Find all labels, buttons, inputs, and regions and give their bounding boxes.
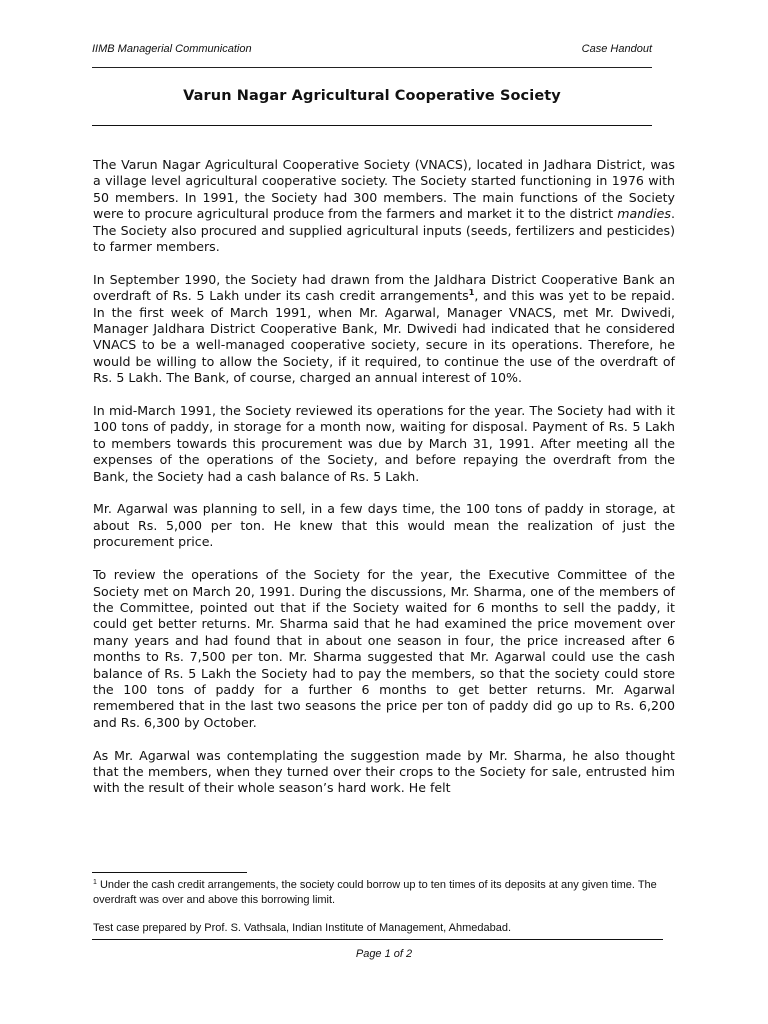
case-title: Varun Nagar Agricultural Cooperative Society (183, 88, 561, 104)
page-header (92, 43, 652, 68)
paragraph-intro-text-2: . The Society also procured and supplied agricultural inputs (seeds, fertilizers and pesticides) to farmer members. (93, 206, 675, 255)
footnote-marker: 1 (93, 879, 97, 886)
paragraph-contemplation: As Mr. Agarwal was contemplating the suggestion made by Mr. Sharma, he also thought that the members, when they turned over their crops to the Society for sale, entrusted him with the result of their whole season’s hard work. He felt (93, 747, 675, 796)
footnote-divider (92, 872, 247, 873)
footer-divider (92, 939, 663, 940)
paragraph-sale-plan: Mr. Agarwal was planning to sell, in a few days time, the 100 tons of paddy in storage, at about Rs. 5,000 per ton. He knew that this would mean the realization of just the procurement price. (93, 501, 675, 550)
header-document-type: Case Handout (581, 43, 652, 55)
case-body (93, 157, 675, 797)
paragraph-review: In mid-March 1991, the Society reviewed its operations for the year. The Society had with it 100 tons of paddy, in storage for a month now, waiting for disposal. Payment of Rs. 5 Lakh to members towards this procurement was due by March 31, 1991. After meeting all the expenses of the operations of the Society, and before repaying the overdraft from the Bank, the Society had a cash balance of Rs. 5 Lakh. (93, 403, 675, 484)
footnote-reference: 1 (468, 288, 475, 298)
header-course-name: IIMB Managerial Communication (92, 43, 252, 55)
page-number: Page 1 of 2 (355, 948, 413, 960)
paragraph-overdraft-text-1: In September 1990, the Society had drawn from the Jaldhara District Cooperative Bank an overdraft of Rs. 5 Lakh under its cash credit arrangements (93, 271, 675, 304)
paragraph-overdraft-text-2: , and this was yet to be repaid. In the first week of March 1991, when Mr. Agarwal, Manager VNACS, met Mr. Dwivedi, Manager Jaldhara District Cooperative Bank, Mr. Dwivedi had indicated that he considered VNACS to be a well-managed cooperative society, secure in its operations. Therefore, he would be willing to allow the Society, if it required, to continue the use of the overdraft of Rs. 5 Lakh. The Bank, of course, charged an annual interest of 10%. (93, 288, 675, 386)
paragraph-committee-meeting: To review the operations of the Society for the year, the Executive Committee of the Society met on March 20, 1991. During the discussions, Mr. Sharma, one of the members of the Committee, pointed out that if the Society waited for 6 months to sell the paddy, it could get better returns. Mr. Sharma said that he had examined the price movement over many years and had found that in about one season in four, the price increased after 6 months to Rs. 7,500 per ton. Mr. Sharma suggested that Mr. Agarwal could use the cash balance of Rs. 5 Lakh the Society had to pay the members, so that the society could store the 100 tons of paddy for a further 6 months to get better returns. Mr. Agarwal remembered that in the last two seasons the price per ton of paddy did go up to Rs. 6,200 and Rs. 6,300 by October. (93, 567, 675, 730)
paragraph-intro-text-1: The Varun Nagar Agricultural Cooperative Society (VNACS), located in Jadhara District, was a village level agricultural cooperative society. The Society started functioning in 1976 with 50 members. In 1991, the Society had 300 members. The main functions of the Society were to procure agricultural produce from the farmers and market it to the district (93, 157, 675, 222)
footnote (93, 878, 668, 907)
title-divider (92, 125, 652, 126)
case-credit: Test case prepared by Prof. S. Vathsala, Indian Institute of Management, Ahmedabad. (93, 922, 512, 934)
mandies-term: mandies (617, 206, 671, 222)
paragraph-intro (93, 157, 675, 255)
paragraph-overdraft (93, 272, 675, 387)
footnote-text: Under the cash credit arrangements, the society could borrow up to ten times of its deposits at any given time. The overdraft was over and above this borrowing limit. (93, 879, 657, 906)
